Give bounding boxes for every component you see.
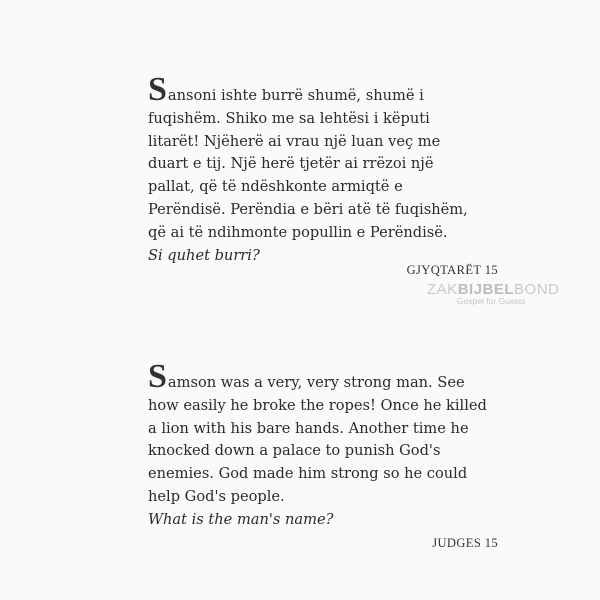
paragraph-line: help God's people. [148, 487, 285, 505]
watermark-part: BIJBEL [457, 281, 515, 298]
watermark-tagline: Gospel for Guests [457, 296, 526, 306]
paragraph-line: fuqishëm. Shiko me sa lehtësi i këputi [148, 109, 430, 127]
watermark-part: ZAK [427, 281, 458, 298]
paragraph-line: litarët! Njëherë ai vrau një luan veç me [148, 132, 441, 150]
paragraph-line: how easily he broke the ropes! Once he killed [148, 396, 487, 414]
drop-cap: S [148, 358, 167, 395]
line-text: ansoni ishte burrë shumë, shumë i [167, 87, 424, 104]
drop-cap: S [148, 71, 167, 108]
scripture-reference: JUDGES 15 [432, 536, 498, 550]
paragraph-line: knocked down a palace to punish God's [148, 442, 441, 460]
paragraph-line [148, 358, 503, 395]
watermark-part: BOND [514, 281, 560, 298]
question-text: What is the man's name? [148, 510, 334, 528]
paragraph-line: duart e tij. Një herë tjetër ai rrëzoi një [148, 155, 434, 173]
line-text: amson was a very, very strong man. See [167, 374, 465, 391]
paragraph-line: a lion with his bare hands. Another time he [148, 419, 469, 437]
paragraph-line: enemies. God made him strong so he could [148, 465, 468, 483]
albanian-paragraph [148, 71, 503, 267]
watermark-logo [427, 281, 559, 306]
paragraph-line [148, 71, 503, 108]
scripture-reference: GJYQTARËT 15 [406, 263, 498, 277]
english-paragraph [148, 358, 503, 532]
question-text: Si quhet burri? [148, 246, 260, 264]
paragraph-line: pallat, që të ndëshkonte armiqtë e [148, 178, 403, 196]
paragraph-line: Perëndisë. Perëndia e bëri atë të fuqishëm, [148, 200, 468, 218]
paragraph-line: që ai të ndihmonte popullin e Perëndisë. [148, 223, 448, 241]
